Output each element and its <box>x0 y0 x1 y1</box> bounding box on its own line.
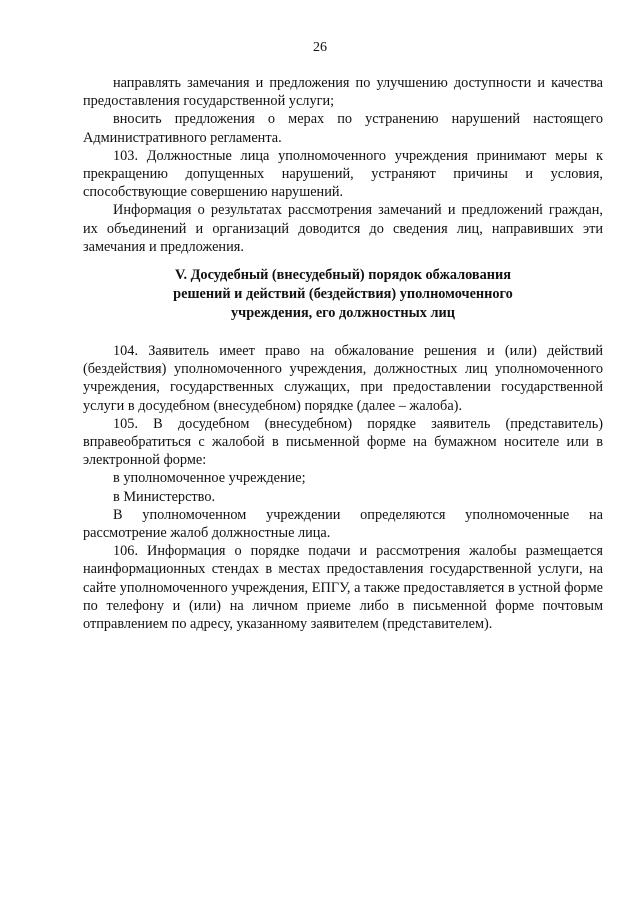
section-heading-line-3: учреждения, его должностных лиц <box>231 305 455 321</box>
section-heading-line-2: решений и действий (бездействия) уполномоченного <box>173 286 513 302</box>
paragraph-105: 105. В досудебном (внесудебном) порядке заявитель (представитель) вправеобратиться с жалобой в письменной форме на бумажном носителе или в электронной форме: <box>83 415 603 469</box>
paragraph-105-item-1: в уполномоченное учреждение; <box>113 470 306 487</box>
paragraph-104: 104. Заявитель имеет право на обжалование решения и (или) действий (бездействия) уполномоченного учреждения, должностных лиц уполномоченного учреждения, государственных служащих, при предоставлении государственной услуги в досудебном (внесудебном) порядке (далее – жалоба). <box>83 343 603 414</box>
paragraph-105-tail: В уполномоченном учреждении определяются уполномоченные на рассмотрение жалоб должностные лица. <box>83 506 603 542</box>
section-heading-line-1: V. Досудебный (внесудебный) порядок обжалования <box>174 267 512 283</box>
page-number: 26 <box>313 40 327 55</box>
top-text-block <box>83 74 603 256</box>
paragraph-proposals: вносить предложения о мерах по устранению нарушений настоящего Административного регламента. <box>83 111 603 146</box>
paragraph-106: 106. Информация о порядке подачи и рассмотрения жалобы размещается наинформационных стендах в местах предоставления государственной услуги, на сайте уполномоченного учреждения, ЕПГУ, а также предоставляется в устной форме по телефону и (или) на личном приеме либо в письменной форме почтовым отправлением по адресу, указанному заявителем (представителем). <box>83 543 603 633</box>
section-heading <box>83 266 603 323</box>
section-body <box>83 342 603 633</box>
paragraph-remarks: направлять замечания и предложения по улучшению доступности и качества предоставления государственной услуги; <box>83 75 603 110</box>
paragraph-105-item-2: в Министерство. <box>113 488 216 505</box>
paragraph-results-info: Информация о результатах рассмотрения замечаний и предложений граждан, их объединений и организаций доводится до сведения лиц, направивших эти замечания и предложения. <box>83 202 603 255</box>
paragraph-103: 103. Должностные лица уполномоченного учреждения принимают меры к прекращению допущенных нарушений, устраняют причины и условия, способствующие совершению нарушений. <box>83 147 603 201</box>
